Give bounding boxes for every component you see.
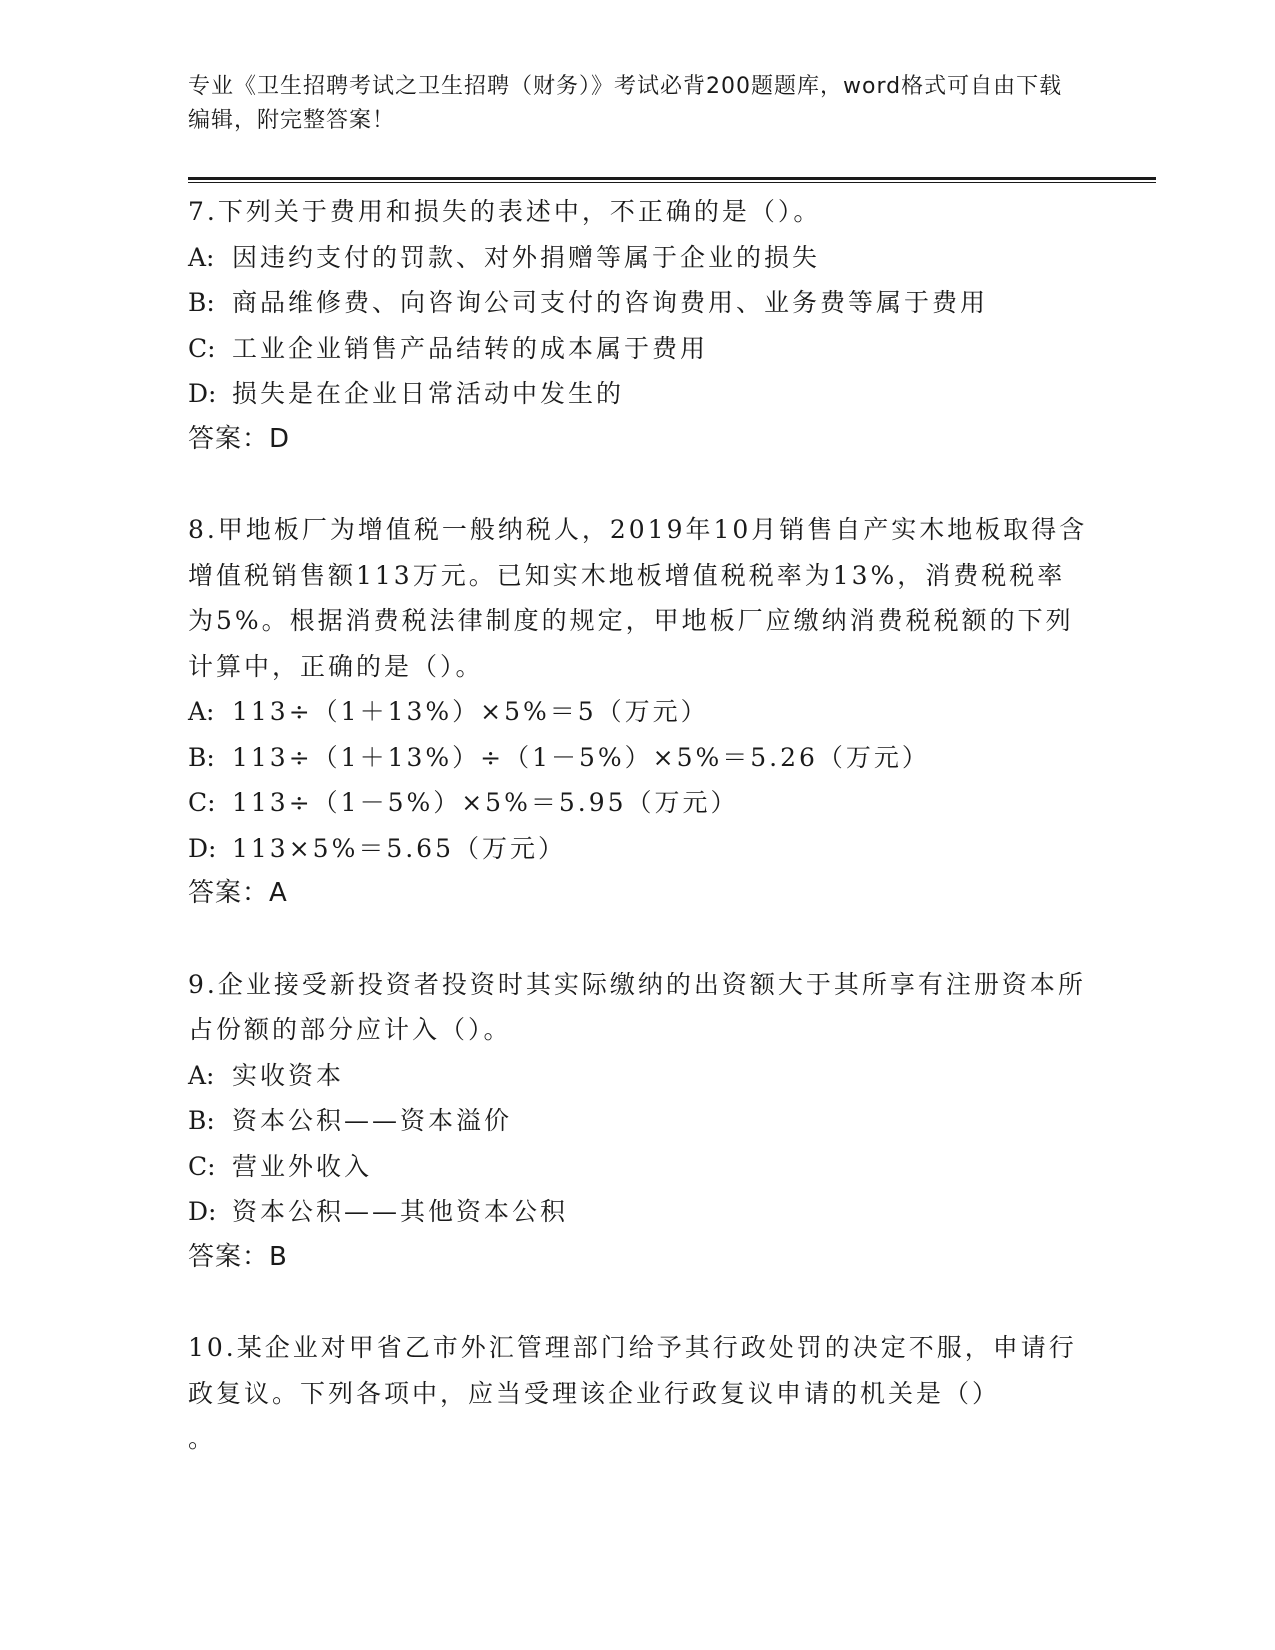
option-letter: C:: [188, 333, 216, 363]
option-d: [188, 826, 1088, 872]
option-letter: D:: [188, 833, 217, 863]
question-stem: 10.某企业对甲省乙市外汇管理部门给予其行政处罚的决定不服，申请行政复议。下列各项中，应当受理该企业行政复议申请的机关是（）: [188, 1333, 1077, 1408]
option-d: [188, 371, 1088, 417]
option-a: [188, 235, 1088, 281]
question-stem: 8.甲地板厂为增值税一般纳税人，2019年10月销售自产实木地板取得含增值税销售额113万元。已知实木地板增值税税率为13%，消费税税率为5%。根据消费税法律制度的规定，甲地板厂应缴纳消费税税额的下列计算中，正确的是（）。: [188, 515, 1088, 681]
question-list: [188, 189, 1088, 1461]
option-letter: D:: [188, 379, 217, 408]
answer-8: 答案：A: [188, 878, 288, 908]
option-text: 资本公积——资本溢价: [232, 1106, 513, 1135]
option-a: [188, 1053, 1088, 1099]
document-header: 专业《卫生招聘考试之卫生招聘（财务）》考试必背200题题库，word格式可自由下载编辑，附完整答案！: [188, 74, 1063, 133]
question-9: [188, 962, 1088, 1235]
option-text: 资本公积——其他资本公积: [232, 1197, 569, 1226]
option-letter: A:: [188, 697, 215, 726]
option-c: [188, 780, 1088, 826]
option-b: [188, 735, 1088, 781]
question-7: [188, 189, 1088, 417]
option-text: 113÷（1＋13%）÷（1－5%）×5%＝5.26（万元）: [232, 742, 930, 772]
option-b: [188, 280, 1088, 326]
question-stem: 7.下列关于费用和损失的表述中，不正确的是（）。: [188, 197, 822, 226]
answer-7: 答案：D: [188, 423, 291, 454]
option-text: 营业外收入: [232, 1151, 373, 1181]
option-d: [188, 1189, 1088, 1235]
option-letter: C:: [188, 788, 216, 817]
option-c: [188, 1144, 1088, 1190]
question-8: [188, 507, 1088, 871]
option-letter: B:: [188, 1106, 215, 1135]
option-text: 损失是在企业日常活动中发生的: [232, 379, 625, 408]
option-c: [188, 326, 1088, 372]
option-letter: B:: [188, 742, 215, 772]
option-text: 113×5%＝5.65（万元）: [232, 833, 566, 863]
question-stem: 9.企业接受新投资者投资时其实际缴纳的出资额大于其所享有注册资本所占份额的部分应计入（）。: [188, 969, 1086, 1044]
option-b: [188, 1098, 1088, 1144]
option-letter: D:: [188, 1197, 217, 1226]
option-a: [188, 689, 1088, 735]
option-letter: B:: [188, 288, 215, 317]
option-text: 113÷（1－5%）×5%＝5.95（万元）: [232, 788, 739, 817]
option-letter: C:: [188, 1151, 216, 1181]
option-text: 实收资本: [232, 1060, 345, 1090]
option-text: 工业企业销售产品结转的成本属于费用: [232, 333, 709, 363]
option-text: 因违约支付的罚款、对外捐赠等属于企业的损失: [232, 242, 821, 272]
header-divider: [188, 177, 1156, 180]
question-stem-tail: 。: [188, 1424, 217, 1453]
option-text: 商品维修费、向咨询公司支付的咨询费用、业务费等属于费用: [232, 288, 989, 317]
option-letter: A:: [188, 1060, 215, 1090]
option-letter: A:: [188, 242, 215, 272]
question-10: [188, 1325, 1088, 1461]
option-text: 113÷（1＋13%）×5%＝5（万元）: [232, 697, 709, 726]
answer-9: 答案：B: [188, 1241, 288, 1272]
header-divider-thin: [188, 182, 1156, 183]
